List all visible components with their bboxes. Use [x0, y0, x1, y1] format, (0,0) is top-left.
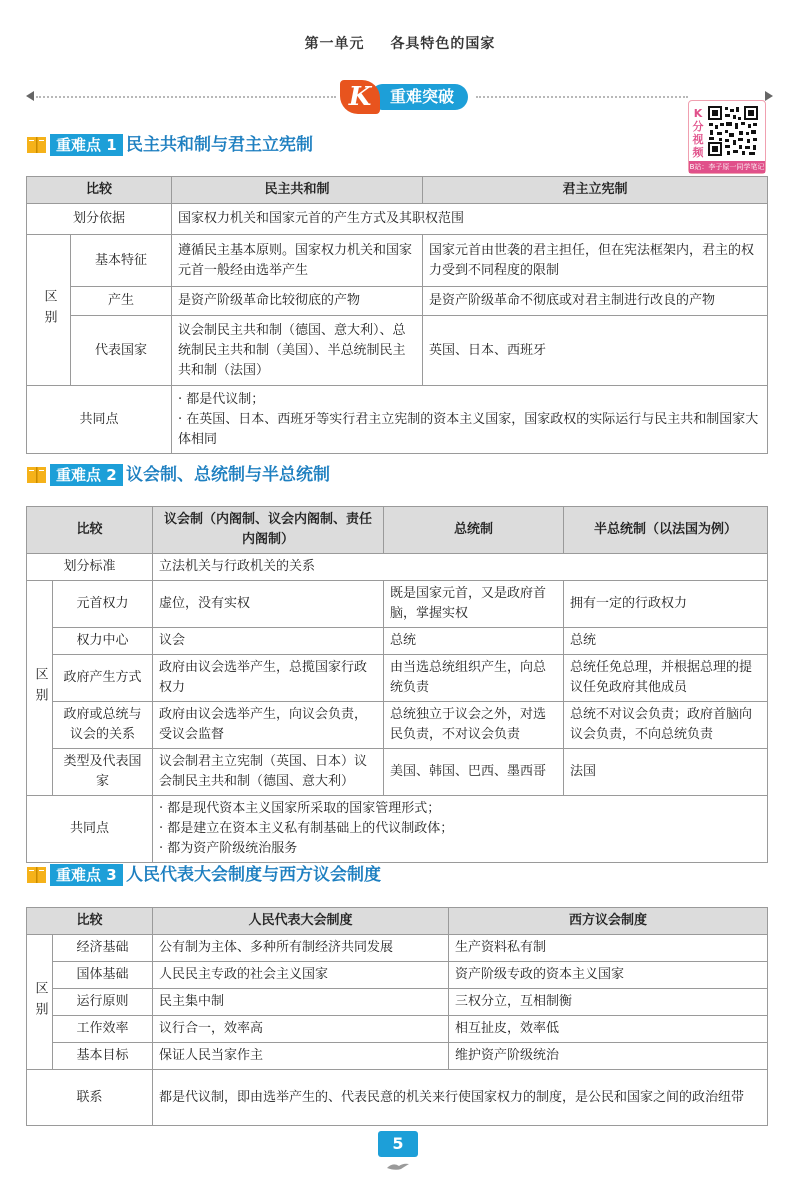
- cell-monarchy: 英国、日本、西班牙: [423, 316, 768, 386]
- dotted-divider-left: [36, 96, 336, 98]
- section-2-badge: 重难点 2: [50, 464, 123, 486]
- section-3-heading: [26, 863, 466, 887]
- cell-npc: 民主集中制: [153, 989, 449, 1016]
- header-presidential: 总统制: [384, 507, 564, 554]
- cell-presidential: 总统: [384, 628, 564, 655]
- row-label: 基本目标: [53, 1043, 153, 1070]
- book-icon: [26, 465, 48, 485]
- section-banner: [340, 80, 470, 114]
- common-point: · 在英国、日本、西班牙等实行君主立宪制的资本主义国家，国家政权的实际运行与民主共和制国家大体相同: [178, 411, 759, 447]
- cell-presidential: 美国、韩国、巴西、墨西哥: [384, 749, 564, 796]
- table-row: [27, 554, 768, 581]
- table-row: [27, 287, 768, 316]
- table-row: [27, 796, 768, 863]
- book-icon: [26, 865, 48, 885]
- cell-npc: 议行合一，效率高: [153, 1016, 449, 1043]
- cell-parliamentary: 议会: [153, 628, 384, 655]
- table-row: [27, 386, 768, 454]
- cell-parliamentary: 议会制君主立宪制（英国、日本）议会制民主共和制（德国、意大利）: [153, 749, 384, 796]
- qr-code-icon: [707, 105, 759, 157]
- right-arrow-icon: [765, 91, 773, 101]
- row-label: 划分依据: [27, 204, 172, 235]
- table-row: [27, 702, 768, 749]
- diff-label: 区别: [27, 235, 71, 386]
- video-qr-code[interactable]: [688, 100, 766, 174]
- section-2-heading: [26, 463, 426, 487]
- left-arrow-icon: [26, 91, 34, 101]
- table-row: [27, 1070, 768, 1126]
- row-label: 元首权力: [53, 581, 153, 628]
- table-row: [27, 581, 768, 628]
- table-row: [27, 962, 768, 989]
- cell-semi-presidential: 拥有一定的行政权力: [564, 581, 768, 628]
- cell-presidential: 由当选总统组织产生，向总统负责: [384, 655, 564, 702]
- row-label: 共同点: [27, 386, 172, 454]
- cell-monarchy: 是资产阶级革命不彻底或对君主制进行改良的产物: [423, 287, 768, 316]
- banner-label: 重难突破: [370, 84, 468, 110]
- row-label: 基本特征: [71, 235, 172, 287]
- table-republic-vs-monarchy: [26, 176, 768, 454]
- common-point: · 都是建立在资本主义私有制基础上的代议制政体；: [159, 821, 454, 836]
- cell-parliamentary: 政府由议会选举产生，总揽国家行政权力: [153, 655, 384, 702]
- header-compare: 比较: [27, 177, 172, 204]
- common-points: [153, 796, 768, 863]
- page-number: 5: [378, 1131, 418, 1157]
- table-row: [27, 316, 768, 386]
- table-row: [27, 628, 768, 655]
- table-government-systems: [26, 506, 768, 863]
- header-compare: 比较: [27, 507, 153, 554]
- book-icon: [26, 135, 48, 155]
- bird-ornament-icon: [385, 1160, 411, 1172]
- section-3-title: 人民代表大会制度与西方议会制度: [126, 865, 381, 885]
- diff-label: 区别: [27, 935, 53, 1070]
- unit-header: [0, 33, 800, 53]
- cell-semi-presidential: 总统不对议会负责；政府首脑向议会负责，不向总统负责: [564, 702, 768, 749]
- header-compare: 比较: [27, 908, 153, 935]
- row-label: 政府产生方式: [53, 655, 153, 702]
- cell-western: 生产资料私有制: [449, 935, 768, 962]
- cell-semi-presidential: 法国: [564, 749, 768, 796]
- row-label: 产生: [71, 287, 172, 316]
- cell-western: 维护资产阶级统治: [449, 1043, 768, 1070]
- table-row: [27, 1016, 768, 1043]
- unit-title: 各具特色的国家: [390, 36, 496, 52]
- qr-footer: B站：李子原一同学笔记: [689, 163, 765, 171]
- row-label: 代表国家: [71, 316, 172, 386]
- header-republic: 民主共和制: [172, 177, 423, 204]
- basis-value: 立法机关与行政机关的关系: [153, 554, 768, 581]
- cell-npc: 人民民主专政的社会主义国家: [153, 962, 449, 989]
- cell-presidential: 既是国家元首，又是政府首脑，掌握实权: [384, 581, 564, 628]
- section-1-title: 民主共和制与君主立宪制: [126, 135, 313, 155]
- table-row: [27, 204, 768, 235]
- header-semi-presidential: 半总统制（以法国为例）: [564, 507, 768, 554]
- cell-republic: 是资产阶级革命比较彻底的产物: [172, 287, 423, 316]
- cell-republic: 遵循民主基本原则。国家权力机关和国家元首一般经由选举产生: [172, 235, 423, 287]
- common-points: [172, 386, 768, 454]
- common-point: · 都是代议制；: [178, 391, 265, 407]
- section-1-badge: 重难点 1: [50, 134, 123, 156]
- cell-npc: 保证人民当家作主: [153, 1043, 449, 1070]
- diff-label: 区别: [27, 581, 53, 796]
- row-label: 工作效率: [53, 1016, 153, 1043]
- row-label: 共同点: [27, 796, 153, 863]
- table-row: [27, 989, 768, 1016]
- row-label: 类型及代表国家: [53, 749, 153, 796]
- row-label: 政府或总统与议会的关系: [53, 702, 153, 749]
- table-row: [27, 655, 768, 702]
- qr-side-label: K分视频: [692, 107, 704, 159]
- table-npc-vs-western-parliament: [26, 907, 768, 1126]
- row-label: 权力中心: [53, 628, 153, 655]
- row-label: 经济基础: [53, 935, 153, 962]
- cell-parliamentary: 虚位，没有实权: [153, 581, 384, 628]
- common-point: · 都为资产阶级统治服务: [159, 841, 298, 856]
- header-npc: 人民代表大会制度: [153, 908, 449, 935]
- cell-presidential: 总统独立于议会之外，对选民负责，不对议会负责: [384, 702, 564, 749]
- k-logo-icon: K: [340, 80, 380, 114]
- table-row: [27, 235, 768, 287]
- row-label: 国体基础: [53, 962, 153, 989]
- cell-semi-presidential: 总统任免总理，并根据总理的提议任免政府其他成员: [564, 655, 768, 702]
- table-row: [27, 935, 768, 962]
- table-row: [27, 749, 768, 796]
- table-header-row: [27, 507, 768, 554]
- row-label: 划分标准: [27, 554, 153, 581]
- cell-npc: 公有制为主体、多种所有制经济共同发展: [153, 935, 449, 962]
- header-parliamentary: 议会制（内阁制、议会内阁制、责任内阁制）: [153, 507, 384, 554]
- section-3-badge: 重难点 3: [50, 864, 123, 886]
- section-2-title: 议会制、总统制与半总统制: [126, 465, 330, 485]
- section-1-heading: [26, 133, 426, 157]
- header-western-parliament: 西方议会制度: [449, 908, 768, 935]
- table-header-row: [27, 908, 768, 935]
- table-row: [27, 1043, 768, 1070]
- cell-republic: 议会制民主共和制（德国、意大利）、总统制民主共和制（美国）、半总统制民主共和制（法国）: [172, 316, 423, 386]
- cell-parliamentary: 政府由议会选举产生，向议会负责，受议会监督: [153, 702, 384, 749]
- unit-number: 第一单元: [304, 36, 365, 52]
- row-label: 联系: [27, 1070, 153, 1126]
- basis-value: 国家权力机关和国家元首的产生方式及其职权范围: [172, 204, 768, 235]
- cell-western: 相互扯皮，效率低: [449, 1016, 768, 1043]
- link-value: 都是代议制，即由选举产生的、代表民意的机关来行使国家权力的制度，是公民和国家之间的政治纽带: [153, 1070, 768, 1126]
- cell-western: 三权分立，互相制衡: [449, 989, 768, 1016]
- row-label: 运行原则: [53, 989, 153, 1016]
- table-header-row: [27, 177, 768, 204]
- dotted-divider-right: [476, 96, 688, 98]
- cell-western: 资产阶级专政的资本主义国家: [449, 962, 768, 989]
- cell-semi-presidential: 总统: [564, 628, 768, 655]
- common-point: · 都是现代资本主义国家所采取的国家管理形式；: [159, 801, 441, 816]
- header-monarchy: 君主立宪制: [423, 177, 768, 204]
- cell-monarchy: 国家元首由世袭的君主担任，但在宪法框架内，君主的权力受到不同程度的限制: [423, 235, 768, 287]
